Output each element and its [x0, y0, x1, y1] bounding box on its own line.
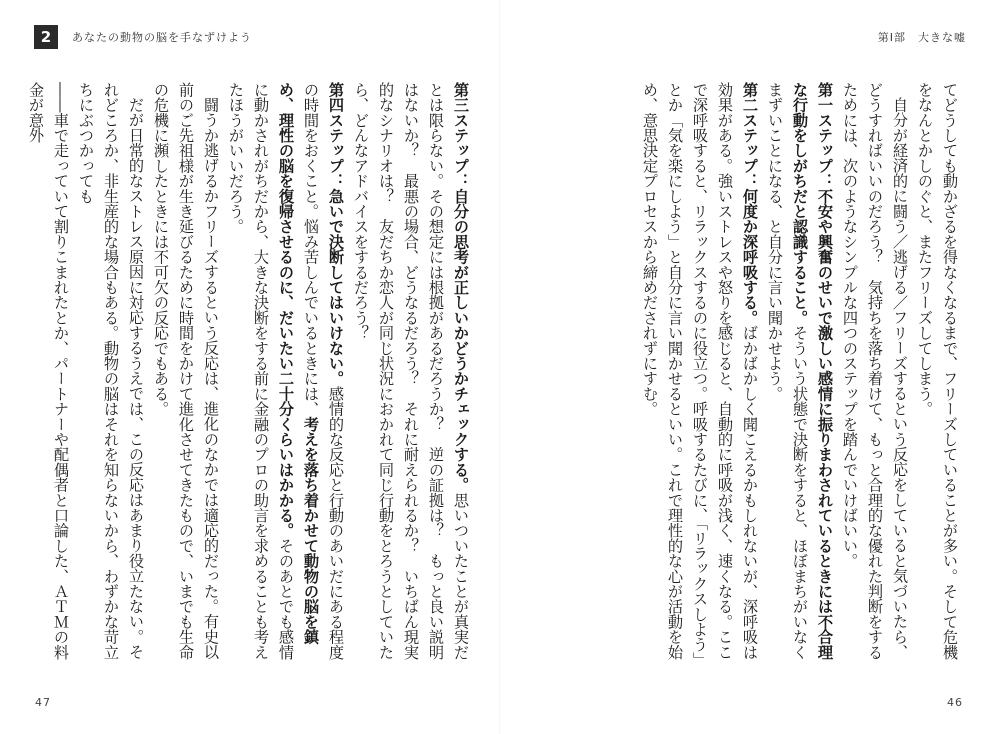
page-number-left: 47	[35, 696, 51, 709]
paragraph-text: 感情的な反応と行動のあいだにある程度の時間をおくこと。悩み苦しんでいるときには、	[302, 82, 345, 660]
left-page-body	[27, 82, 473, 672]
paragraph-text: ばかばかしく聞こえるかもしれないが、深呼吸は効果がある。強いストレスや怒りを感じると、自動的に呼吸が浅く、速くなる。ここで深呼吸すると、リラックスするのに役立つ。呼吸するたびに、「リラックスしよう」とか「気を楽にしよう」と自分に言い聞かせるといい。これで理性的な心が活動を始め、意思決定プロセスから締めだされずにすむ。	[641, 82, 759, 668]
paragraph-text: てどうしても動かざるを得なくなるまで、フリーズしていることが多い。そして危機をなんとかしのぐと、またフリーズしてしまう。	[916, 82, 959, 660]
page-number-right: 46	[947, 696, 963, 709]
paragraph-text: そういう状態で決断をすると、ほぼまちがいなくまずいことになる、と自分に言い聞かせよう。	[766, 82, 809, 660]
paragraph	[912, 82, 962, 672]
page-gutter	[499, 0, 501, 734]
paragraph-text: 思いついたことが真実だとは限らない。その想定には根拠があるだろうか？ 逆の証拠は？ もっと良い説明はないか？ 最悪の場合、どうなるだろう？ それに耐えられるか？ いちばん現実的なシナリオは？ 友だちか恋人が同じ状況におかれて同じ行動をとろうとしていたら、どんなアドバイスをするだろう？	[352, 82, 470, 660]
paragraph-text: だが日常的なストレス原因に対応するうえでは、この反応はあまり役立たない。それどころか、非生産的な場合もある。動物の脳はそれを知らないから、わずかな苛立ちにぶつかっても	[77, 82, 145, 660]
step-one-paragraph	[762, 82, 837, 672]
step-two-paragraph	[637, 82, 762, 672]
paragraph	[148, 82, 223, 672]
chapter-title: あなたの動物の脳を手なずけよう	[72, 31, 252, 44]
step-three-heading: 第三ステップ：自分の思考が正しいかどうかチェックする。	[452, 82, 470, 493]
step-one-heading: 第一ステップ：不安や興奮のせいで激しい感情に振りまわされているときには不合理な行動をしがちだと認識すること。	[791, 82, 834, 660]
paragraph-text: そのあとでも感情に動かされがちだから、大きな決断をする前に金融のプロの助言を求めることも考えたほうがいいだろう。	[227, 82, 295, 660]
paragraph-text: 闘うか逃げるかフリーズするという反応は、進化のなかでは適応的だった。有史以前のご先祖様が生き延びるために時間をかけて進化させてきたもので、いまでも生命の危機に瀕したときには不可欠の反応でもある。	[152, 82, 220, 660]
chapter-number-badge: 2	[34, 25, 58, 49]
paragraph	[837, 82, 912, 672]
step-four-heading: 第四ステップ：急いで決断してはいけない。	[327, 82, 345, 386]
part-title: 第Ⅰ部 大きな嘘	[877, 31, 966, 44]
paragraph	[23, 82, 73, 672]
paragraph	[73, 82, 148, 672]
step-four-paragraph	[223, 82, 348, 672]
step-two-heading: 第二ステップ：何度か深呼吸する。	[741, 82, 759, 326]
paragraph-text: 自分が経済的に闘う／逃げる／フリーズするという反応をしていると気づいたら、どうすればいいのだろう？ 気持ちを落ち着けて、もっと合理的な優れた判断をするためには、次のようなシンプルな四つのステップを踏んでいけばいい。	[841, 82, 909, 660]
paragraph-text: ――車で走っていて割りこまれたとか、パートナーや配偶者と口論した、ＡＴＭの料金が意外	[27, 82, 70, 660]
step-three-paragraph	[348, 82, 473, 672]
right-page-body	[522, 82, 962, 672]
emphasis-text: 考えを落ち着かせて動物の脳を鎮め、理性の脳を復帰させるのに、だいたい二十分くらいはかかる。	[277, 82, 320, 645]
